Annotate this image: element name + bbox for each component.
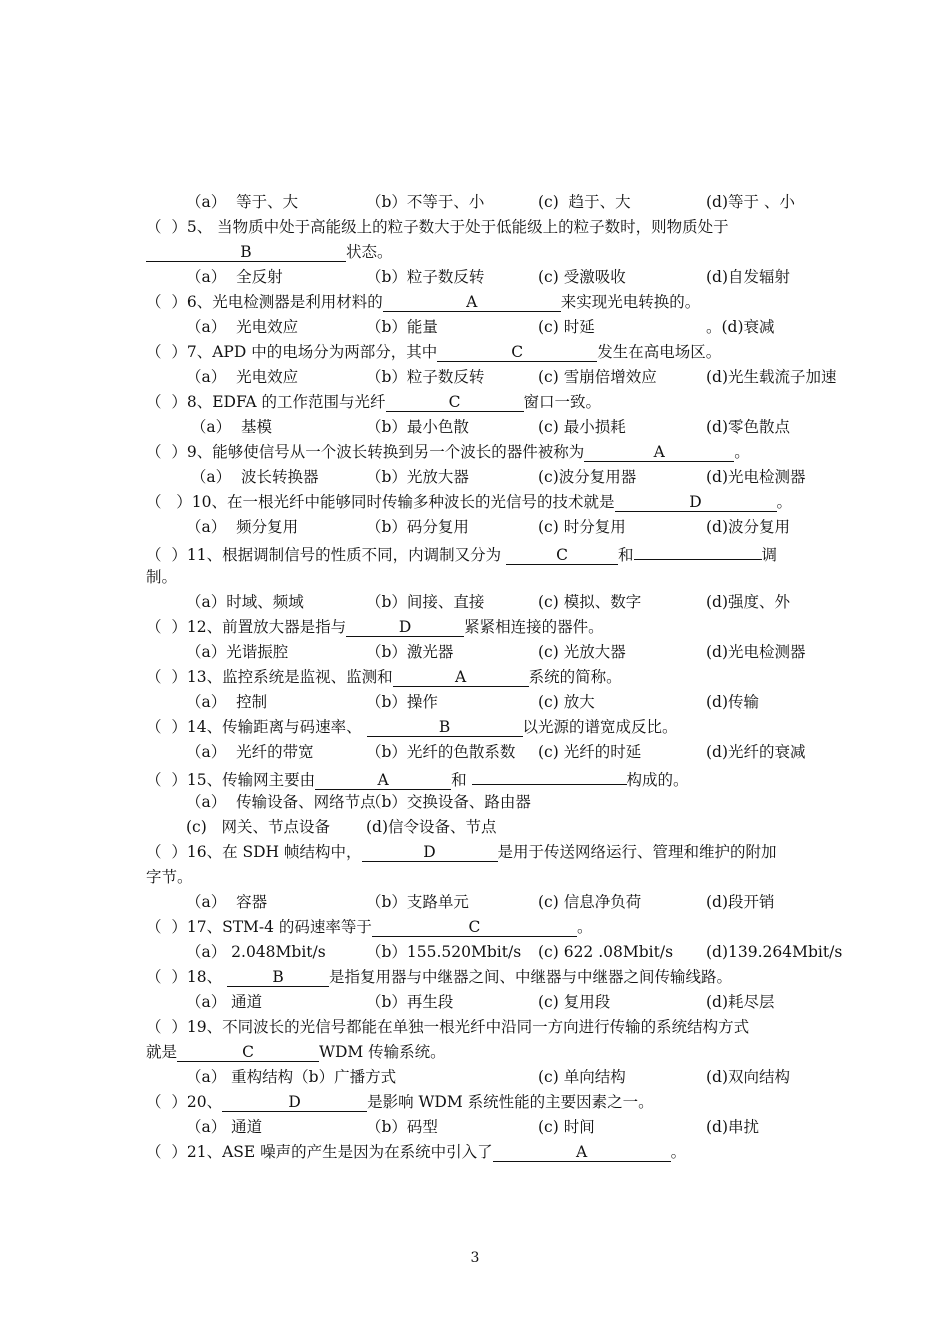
option-b: （b）再生段 — [366, 993, 454, 1011]
question-fragment: （ ）13、监控系统是监视、监测和 — [146, 668, 393, 686]
answer-options — [186, 466, 846, 488]
question-text — [146, 391, 806, 413]
option-d: (d)传输 — [706, 693, 760, 711]
option-b: （b）激光器 — [366, 643, 454, 661]
option-d: (d)光纤的衰减 — [706, 743, 806, 761]
question-fragment: 。 — [734, 443, 750, 461]
answer-options — [186, 741, 846, 763]
question-text — [146, 441, 806, 463]
option-a: （a）时域、频域 — [186, 593, 304, 611]
option-b: （b）光纤的色散系数 — [366, 743, 516, 761]
option-c: (c)波分复用器 — [538, 468, 637, 486]
question-text — [146, 1016, 806, 1038]
option-d: (d)光电检测器 — [706, 643, 806, 661]
answer-blank: C — [506, 546, 618, 565]
option-d: (d)串扰 — [706, 1118, 760, 1136]
option-d: (d)零色散点 — [706, 418, 791, 436]
question-fragment: （ ）5、 当物质中处于高能级上的粒子数大于处于低能级上的粒子数时，则物质处于 — [146, 218, 729, 236]
option-b: （b）155.520Mbit/s — [366, 943, 522, 961]
option-b: （b）最小色散 — [366, 418, 469, 436]
answer-options — [186, 316, 846, 338]
answer-blank: C — [437, 343, 597, 362]
answer-options — [186, 816, 846, 838]
page-number: 3 — [470, 1250, 480, 1266]
answer-blank: B — [227, 968, 329, 987]
answer-blank: A — [584, 443, 734, 462]
option-c: (c) 光纤的时延 — [538, 743, 642, 761]
answer-blank — [634, 541, 762, 560]
question-fragment: （ ）8、EDFA 的工作范围与光纤 — [146, 393, 386, 411]
question-text — [146, 1141, 806, 1163]
answer-blank: D — [346, 618, 464, 637]
question-fragment: 字节。 — [146, 868, 193, 886]
option-a: （a） 等于、大 — [186, 193, 299, 211]
option-c: (c) 雪崩倍增效应 — [538, 368, 657, 386]
option-b: (d)信令设备、节点 — [366, 818, 497, 836]
answer-blank: A — [383, 293, 561, 312]
question-fragment: （ ）20、 — [146, 1093, 223, 1111]
question-text — [146, 541, 806, 563]
answer-options — [186, 191, 846, 213]
question-fragment: 状态。 — [346, 243, 393, 261]
question-fragment: 窗口一致。 — [523, 393, 602, 411]
option-c: (c) 光放大器 — [538, 643, 626, 661]
question-fragment: 。 — [776, 493, 793, 511]
option-b: （b）不等于、小 — [366, 193, 485, 211]
answer-blank: C — [372, 918, 577, 937]
option-a: （a） 光纤的带宽 — [186, 743, 314, 761]
answer-options — [186, 416, 846, 438]
answer-options — [186, 1116, 846, 1138]
option-c: (c) 受激吸收 — [538, 268, 626, 286]
answer-blank: B — [367, 718, 523, 737]
answer-blank: A — [493, 1143, 671, 1162]
question-fragment: 来实现光电转换的。 — [560, 293, 701, 311]
question-fragment: （ ）16、在 SDH 帧结构中， — [146, 843, 362, 861]
answer-options — [186, 941, 846, 963]
option-c: (c) 信息净负荷 — [538, 893, 642, 911]
answer-blank: A — [315, 771, 451, 790]
question-fragment: 就是 — [146, 1043, 178, 1061]
answer-options — [186, 591, 846, 613]
answer-blank: B — [146, 243, 346, 262]
option-b: （b）操作 — [366, 693, 438, 711]
answer-options — [186, 791, 846, 813]
option-b: （b）粒子数反转 — [366, 268, 485, 286]
option-b: （b）交换设备、路由器 — [366, 793, 531, 811]
question-fragment: （ ）17、STM-4 的码速率等于 — [146, 918, 372, 936]
option-c: (c) 趋于、大 — [538, 193, 631, 211]
option-b: （b）支路单元 — [366, 893, 469, 911]
option-d: (d)自发辐射 — [706, 268, 791, 286]
question-text — [146, 916, 806, 938]
question-text — [146, 566, 806, 588]
question-fragment: （ ）14、传输距离与码速率、 — [146, 718, 367, 736]
option-a: （a） 波长转换器 — [186, 468, 319, 486]
option-a: （a）光谐振腔 — [186, 643, 289, 661]
question-text — [146, 1041, 806, 1063]
question-text — [146, 966, 806, 988]
answer-options — [186, 641, 846, 663]
question-text — [146, 666, 806, 688]
option-a: （a） 全反射 — [186, 268, 283, 286]
option-d: (d)波分复用 — [706, 518, 791, 536]
question-text — [146, 491, 806, 513]
answer-blank: D — [615, 493, 777, 512]
question-text — [146, 766, 806, 788]
question-fragment: 是指复用器与中继器之间、中继器与中继器之间传输线路。 — [329, 968, 733, 986]
question-fragment: （ ）12、前置放大器是指与 — [146, 618, 347, 636]
option-d: (d)光生载流子加速 — [706, 368, 837, 386]
question-text — [146, 616, 806, 638]
option-a: （a） 光电效应 — [186, 318, 299, 336]
option-a: （a） 2.048Mbit/s — [186, 943, 326, 961]
question-fragment: （ ）7、APD 中的电场分为两部分，其中 — [146, 343, 438, 361]
question-text — [146, 716, 806, 738]
answer-options — [186, 366, 846, 388]
option-a: （a） 传输设备、网络节点 — [186, 793, 376, 811]
option-a: （a） 基模 — [186, 418, 273, 436]
question-fragment: （ ）10、在一根光纤中能够同时传输多种波长的光信号的技术就是 — [146, 493, 615, 511]
question-fragment: 和 — [451, 771, 472, 789]
option-b: （b）码分复用 — [366, 518, 469, 536]
question-fragment: 是影响 WDM 系统性能的主要因素之一。 — [367, 1093, 654, 1111]
answer-options — [186, 991, 846, 1013]
option-d: 。(d)衰减 — [706, 318, 775, 336]
option-b: （b）能量 — [366, 318, 438, 336]
option-b: （b）粒子数反转 — [366, 368, 485, 386]
answer-blank: C — [386, 393, 524, 412]
question-fragment: 和 — [618, 546, 634, 564]
answer-options — [186, 516, 846, 538]
question-fragment: 以光源的谱宽成反比。 — [522, 718, 678, 736]
question-fragment: 制。 — [146, 568, 178, 586]
option-b: （b）间接、直接 — [366, 593, 485, 611]
option-a: （a） 通道 — [186, 993, 263, 1011]
question-fragment: 调 — [761, 546, 778, 564]
question-fragment: 紧紧相连接的器件。 — [464, 618, 604, 636]
question-text — [146, 866, 806, 888]
option-a: （a） 频分复用 — [186, 518, 299, 536]
option-d: (d)光电检测器 — [706, 468, 806, 486]
question-fragment: （ ）19、不同波长的光信号都能在单独一根光纤中沿同一方向进行传输的系统结构方式 — [146, 1018, 750, 1036]
question-fragment: （ ）6、光电检测器是利用材料的 — [146, 293, 383, 311]
question-fragment: 构成的。 — [626, 771, 689, 789]
option-c: (c) 模拟、数字 — [538, 593, 642, 611]
answer-options — [186, 891, 846, 913]
option-c: (c) 最小损耗 — [538, 418, 626, 436]
question-text — [146, 216, 806, 238]
option-b: （b）码型 — [366, 1118, 438, 1136]
answer-options — [186, 266, 846, 288]
question-fragment: （ ）21、ASE 噪声的产生是因为在系统中引入了 — [146, 1143, 493, 1161]
question-fragment: 系统的简称。 — [528, 668, 622, 686]
option-d: (d)耗尽层 — [706, 993, 775, 1011]
answer-blank: A — [393, 668, 529, 687]
question-text — [146, 291, 806, 313]
option-a: （a） 通道 — [186, 1118, 263, 1136]
option-a: （a） 重构结构（b）广播方式 — [186, 1068, 397, 1086]
answer-options — [186, 691, 846, 713]
question-fragment: （ ）18、 — [146, 968, 228, 986]
option-d: (d)段开销 — [706, 893, 775, 911]
answer-blank — [472, 766, 627, 785]
option-d: (d)双向结构 — [706, 1068, 791, 1086]
option-c: (c) 放大 — [538, 693, 595, 711]
option-c: (c) 单向结构 — [538, 1068, 626, 1086]
answer-options — [186, 1066, 846, 1088]
question-fragment: （ ）9、能够使信号从一个波长转换到另一个波长的器件被称为 — [146, 443, 585, 461]
question-fragment: 是用于传送网络运行、管理和维护的附加 — [497, 843, 777, 861]
option-a: （a） 光电效应 — [186, 368, 299, 386]
answer-blank: D — [222, 1093, 367, 1112]
option-d: (d)139.264Mbit/s — [706, 943, 843, 961]
option-d: (d)强度、外 — [706, 593, 791, 611]
option-d: (d)等于 、小 — [706, 193, 795, 211]
question-fragment: 发生在高电场区。 — [597, 343, 722, 361]
option-c: (c) 时分复用 — [538, 518, 626, 536]
option-a: （a） 控制 — [186, 693, 268, 711]
question-text — [146, 241, 806, 263]
answer-blank: C — [177, 1043, 319, 1062]
option-c: (c) 时延 — [538, 318, 595, 336]
question-text — [146, 1091, 806, 1113]
question-fragment: （ ）11、根据调制信号的性质不同，内调制又分为 — [146, 546, 507, 564]
answer-blank: D — [362, 843, 498, 862]
option-b: （b）光放大器 — [366, 468, 469, 486]
question-fragment: WDM 传输系统。 — [319, 1043, 446, 1061]
question-text — [146, 841, 806, 863]
question-fragment: 。 — [670, 1143, 687, 1161]
option-c: (c) 时间 — [538, 1118, 595, 1136]
option-a: (c) 网关、节点设备 — [186, 818, 331, 836]
question-text — [146, 341, 806, 363]
option-c: (c) 622 .08Mbit/s — [538, 943, 674, 961]
question-fragment: 。 — [576, 918, 593, 936]
option-c: (c) 复用段 — [538, 993, 611, 1011]
question-fragment: （ ）15、传输网主要由 — [146, 771, 316, 789]
option-a: （a） 容器 — [186, 893, 268, 911]
